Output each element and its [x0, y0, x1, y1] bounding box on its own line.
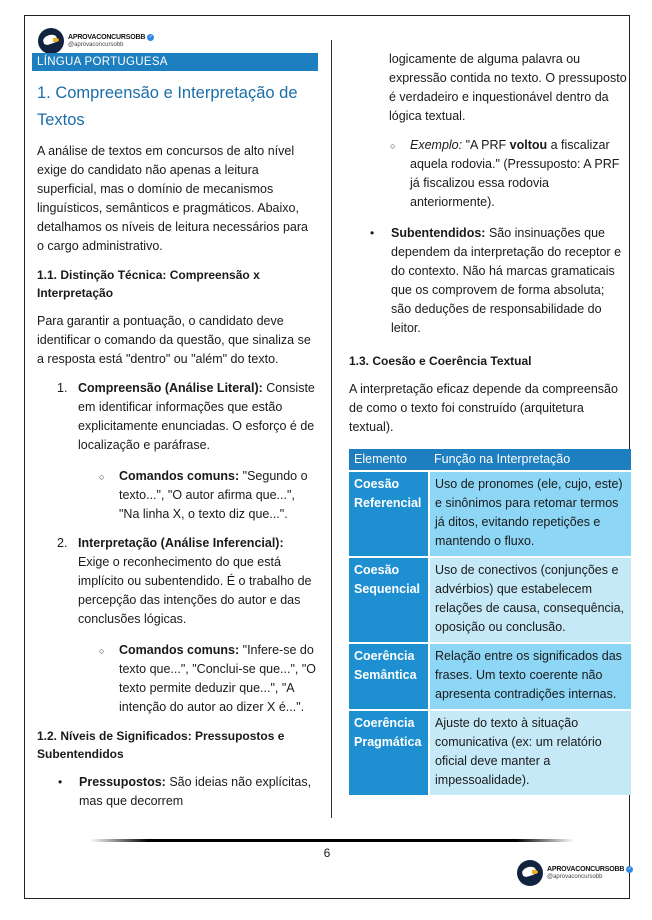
section-title: 1. Compreensão e Interpretação de Textos — [37, 84, 298, 129]
eagle-logo-icon — [38, 28, 64, 54]
table-cell-function: Ajuste do texto à situação comunicativa (ex: um relatório oficial deve manter a impessoalidade). — [429, 710, 631, 795]
eagle-logo-icon — [517, 860, 543, 886]
brand-name: APROVACONCURSOBB ✓ — [547, 866, 632, 873]
heading-1-3: 1.3. Coesão e Coerência Textual — [349, 354, 532, 368]
sub-item-text: "Infere-se do texto que...", "Conclui-se que...", "O texto permite deduzir que...", "A intenção do autor ao dizer X é...". — [119, 643, 317, 714]
verified-badge-icon: ✓ — [148, 34, 153, 40]
table-cell-element: Coesão Referencial — [349, 471, 429, 557]
item-text: São ideias não explícitas, mas que decorrem — [79, 775, 312, 808]
right-column — [349, 50, 627, 795]
example-pre: "A PRF — [465, 138, 507, 152]
disc-bullet-icon: • — [370, 226, 375, 240]
verified-badge-icon: ✓ — [627, 866, 632, 872]
table-cell-element: Coerência Semântica — [349, 643, 429, 710]
brand-footer — [517, 860, 633, 886]
table-header-element: Elemento — [349, 449, 429, 471]
table-cell-function: Uso de conectivos (conjunções e advérbios) que estabelecem relações de causa, consequência, oposição ou conclusão. — [429, 557, 631, 643]
intro-paragraph: A análise de textos em concursos de alto nível exige do candidato não apenas a leitura superficial, mas o domínio de mecanismos linguísticos, semânticos e pragmáticos. Abaixo, detalhamos os níveis de leitura necessários para o cargo administrativo. — [37, 144, 308, 253]
levels-list — [37, 379, 317, 717]
sub-list-item — [99, 641, 317, 717]
example-bold: voltou — [509, 138, 548, 152]
paragraph-1-3: A interpretação eficaz depende da compreensão de como o texto foi construído (arquitetura textual). — [349, 382, 618, 434]
table-header-function: Função na Interpretação — [429, 449, 631, 471]
brand-name: APROVACONCURSOBB ✓ — [68, 34, 153, 41]
subentendidos-list — [349, 224, 627, 338]
brand-handle: @aprovaconcursobb — [547, 874, 603, 880]
footer-rule — [90, 839, 574, 842]
disc-bullet-icon: • — [58, 775, 63, 789]
column-divider — [331, 40, 332, 818]
brand-handle: @aprovaconcursobb — [68, 42, 124, 48]
table-cell-element: Coerência Pragmática — [349, 710, 429, 795]
example-item — [349, 136, 627, 212]
table-cell-function: Uso de pronomes (ele, cujo, este) e sinônimos para retomar termos já ditos, evitando repetições e mantendo o fluxo. — [429, 471, 631, 557]
sub-item-title: Comandos comuns: — [119, 643, 240, 657]
left-column — [37, 80, 317, 819]
item-title: Subentendidos: — [391, 226, 486, 240]
list-number: 2. — [57, 536, 68, 550]
list-item-compreensao — [57, 379, 317, 524]
table-cell-element: Coesão Sequencial — [349, 557, 429, 643]
sub-list — [78, 641, 317, 717]
table-row — [349, 471, 631, 557]
meaning-levels-list — [37, 773, 317, 811]
heading-1-1: 1.1. Distinção Técnica: Compreensão x Interpretação — [37, 268, 260, 300]
circle-bullet-icon: ○ — [99, 472, 105, 482]
page-number: 6 — [323, 846, 331, 860]
item-text: Exige o reconhecimento do que está implícito ou subentendido. É o trabalho de percepção das intenções do autor e das conclusões lógicas. — [78, 555, 312, 626]
item-title: Compreensão (Análise Literal): — [78, 381, 263, 395]
paragraph-1-1: Para garantir a pontuação, o candidato deve identificar o comando da questão, que sinaliza se a resposta está "dentro" ou "além" do texto. — [37, 314, 311, 366]
list-number: 1. — [57, 381, 68, 395]
item-title: Interpretação (Análise Inferencial): — [78, 536, 284, 550]
sub-list — [78, 467, 317, 524]
table-cell-function: Relação entre os significados das frases. Um texto coerente não apresenta contradições internas. — [429, 643, 631, 710]
sub-list-item — [99, 467, 317, 524]
example-post: a fiscalizar aquela rodovia." (Pressuposto: A PRF já fiscalizou essa rodovia anteriormente). — [410, 138, 620, 209]
item-text: São insinuações que dependem da interpretação do receptor e do contexto. Não há marcas gramaticais que os comprovem de forma absoluta; são deduções de responsabilidade do leitor. — [391, 226, 622, 335]
table-row — [349, 710, 631, 795]
item-text: Consiste em identificar informações que estão explicitamente enunciadas. O esforço é de localização e paráfrase. — [78, 381, 315, 452]
list-item-pressupostos — [58, 773, 317, 811]
item-title: Pressupostos: — [79, 775, 166, 789]
circle-bullet-icon: ○ — [390, 141, 396, 151]
table-row — [349, 557, 631, 643]
sub-item-text: "Segundo o texto...", "O autor afirma que...", "Na linha X, o texto diz que...". — [119, 469, 308, 521]
example-label: Exemplo: — [410, 138, 463, 152]
sub-item-title: Comandos comuns: — [119, 469, 240, 483]
heading-1-2: 1.2. Níveis de Significados: Pressupostos e Subentendidos — [37, 729, 285, 761]
brand-header — [38, 28, 154, 54]
table-header-row — [349, 449, 631, 471]
list-item-interpretacao — [57, 534, 317, 717]
pressupostos-continuation: logicamente de alguma palavra ou expressão contida no texto. O pressuposto é verdadeiro e inquestionável dentro da lógica textual. — [389, 52, 627, 123]
cohesion-table — [349, 449, 631, 795]
table-row — [349, 643, 631, 710]
circle-bullet-icon: ○ — [99, 646, 105, 656]
list-item-subentendidos — [370, 224, 627, 338]
subject-banner: LÍNGUA PORTUGUESA — [32, 53, 318, 71]
